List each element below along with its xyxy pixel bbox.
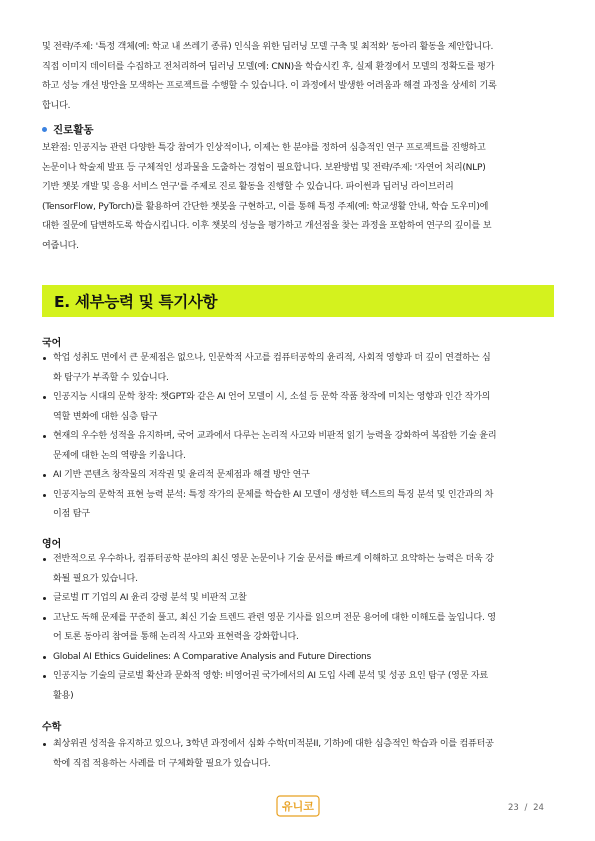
subject-heading-korean: 국어: [42, 338, 62, 349]
intro-paragraph: [42, 38, 554, 116]
page-total: 24: [533, 803, 544, 813]
bullet-dot-icon: [42, 127, 47, 132]
list-item-line: 현재의 우수한 성적을 유지하며, 국어 교과에서 다루는 논리적 사고와 비판적 읽기 능력을 강화하여 복잡한 기술 윤리: [53, 431, 497, 441]
career-heading: [42, 122, 94, 137]
bullet-icon: [43, 558, 46, 561]
list-item-line: 화될 필요가 있습니다.: [53, 573, 138, 584]
paragraph-line: 하고 성능 개선 방안을 모색하는 프로젝트를 수행할 수 있습니다. 이 과정에서 발생한 어려움과 해결 과정을 상세히 기록: [42, 81, 497, 91]
career-heading-text: 진로활동: [53, 124, 94, 136]
paragraph-line: 및 전략/주제: '특정 객체(예: 학교 내 쓰레기 종류) 인식을 위한 딥러닝 모델 구축 및 최적화' 동아리 활동을 제안합니다.: [42, 42, 494, 52]
list-item-line: 활용): [53, 690, 74, 701]
bullet-icon: [43, 675, 46, 678]
section-title: E. 세부능력 및 특기사항: [54, 293, 218, 311]
paragraph-line: 직접 이미지 데이터를 수집하고 전처리하여 딥러닝 모델(예: CNN)을 학습시킨 후, 실제 환경에서 모델의 정확도를 평가: [42, 61, 495, 72]
paragraph-line: 여줍니다.: [42, 240, 79, 251]
paragraph-line: 논문이나 학술제 발표 등 구체적인 성과물을 도출하는 경험이 필요합니다. 보완방법 및 전략/주제: '자연어 처리(NLP): [42, 162, 486, 173]
list-item-line: 고난도 독해 문제를 꾸준히 풀고, 최신 기술 트렌드 관련 영문 기사를 읽으며 전문 용어에 대한 이해도를 높입니다. 영: [53, 612, 496, 623]
list-item-line: 글로벌 IT 기업의 AI 윤리 강령 분석 및 비판적 고찰: [53, 593, 247, 603]
subject-list-korean: [42, 349, 554, 525]
bullet-icon: [43, 474, 46, 477]
list-item-line: 학에 직접 적용하는 사례를 더 구체화할 필요가 있습니다.: [53, 758, 271, 769]
list-item-line: 전반적으로 우수하나, 컴퓨터공학 분야의 최신 영문 논문이나 기술 문서를 빠르게 이해하고 요약하는 능력은 더욱 강: [53, 554, 494, 564]
list-item: [42, 735, 554, 774]
bullet-icon: [43, 617, 46, 620]
bullet-icon: [43, 396, 46, 399]
subject-heading-english: 영어: [42, 539, 62, 550]
career-paragraph: [42, 139, 554, 256]
list-item-line: 인공지능의 문학적 표현 능력 분석: 특정 작가의 문체를 학습한 AI 모델이 생성한 텍스트의 특징 분석 및 인간과의 차: [53, 489, 494, 500]
paragraph-line: 대한 질문에 답변하도록 학습시킵니다. 이후 챗봇의 성능을 평가하고 개선점을 찾는 과정을 포함하여 연구의 깊이를 보: [42, 221, 492, 231]
list-item-line: 어 토론 동아리 참여를 통해 논리적 사고와 표현력을 강화합니다.: [53, 632, 299, 642]
paragraph-line: 기반 챗봇 개발 및 응용 서비스 연구'를 주제로 진로 활동을 진행할 수 있습니다. 파이썬과 딥러닝 라이브러리: [42, 182, 454, 192]
page-number: [508, 803, 544, 813]
list-item: [42, 667, 554, 706]
subject-heading-math: 수학: [42, 722, 62, 733]
list-item: [42, 349, 554, 388]
section-banner: [42, 285, 554, 317]
list-item-line: 이점 탐구: [53, 509, 90, 519]
page-separator: /: [524, 803, 528, 813]
list-item-line: 인공지능 기술의 글로벌 확산과 문화적 영향: 비영어권 국가에서의 AI 도입 사례 분석 및 성공 요인 탐구 (영문 자료: [53, 671, 488, 681]
list-item-line: 최상위권 성적을 유지하고 있으나, 3학년 과정에서 심화 수학(미적분II, 기하)에 대한 심층적인 학습과 이를 컴퓨터공: [53, 739, 494, 749]
list-item-line: 문제에 대한 논의 역량을 키웁니다.: [53, 450, 186, 461]
paragraph-line: 보완점: 인공지능 관련 다양한 특강 참여가 인상적이나, 이제는 한 분야를 정하여 심층적인 연구 프로젝트를 진행하고: [42, 143, 486, 153]
list-item-line: Global AI Ethics Guidelines: A Comparative Analysis and Future Directions: [53, 651, 372, 662]
list-item: [42, 648, 554, 668]
list-item: [42, 466, 554, 486]
list-item: [42, 550, 554, 589]
paragraph-line: (TensorFlow, PyTorch)를 활용하여 간단한 챗봇을 구현하고, 이를 통해 특정 주제(예: 학교생활 안내, 학습 도우미)에: [42, 201, 489, 212]
subject-list-math: [42, 735, 554, 774]
list-item: [42, 589, 554, 609]
bullet-icon: [43, 597, 46, 600]
unico-logo-icon: [276, 795, 320, 817]
bullet-icon: [43, 494, 46, 497]
bullet-icon: [43, 743, 46, 746]
page-current: 23: [508, 803, 519, 813]
list-item: [42, 486, 554, 525]
list-item-line: AI 기반 콘텐츠 창작물의 저작권 및 윤리적 문제점과 해결 방안 연구: [53, 470, 310, 480]
list-item-line: 인공지능 시대의 문학 창작: 챗GPT와 같은 AI 언어 모델이 시, 소설 등 문학 작품 창작에 미치는 영향과 인간 작가의: [53, 392, 491, 402]
paragraph-line: 합니다.: [42, 100, 71, 111]
list-item: [42, 427, 554, 466]
list-item: [42, 388, 554, 427]
list-item-line: 학업 성취도 면에서 큰 문제점은 없으나, 인문학적 사고를 컴퓨터공학의 윤리적, 사회적 영향과 더 깊이 연결하는 심: [53, 353, 491, 363]
list-item-line: 역할 변화에 대한 심층 탐구: [53, 411, 158, 422]
logo-text: 유니코: [282, 800, 314, 813]
bullet-icon: [43, 656, 46, 659]
list-item: [42, 609, 554, 648]
bullet-icon: [43, 357, 46, 360]
subject-list-english: [42, 550, 554, 706]
list-item-line: 화 탐구가 부족할 수 있습니다.: [53, 372, 169, 383]
bullet-icon: [43, 435, 46, 438]
